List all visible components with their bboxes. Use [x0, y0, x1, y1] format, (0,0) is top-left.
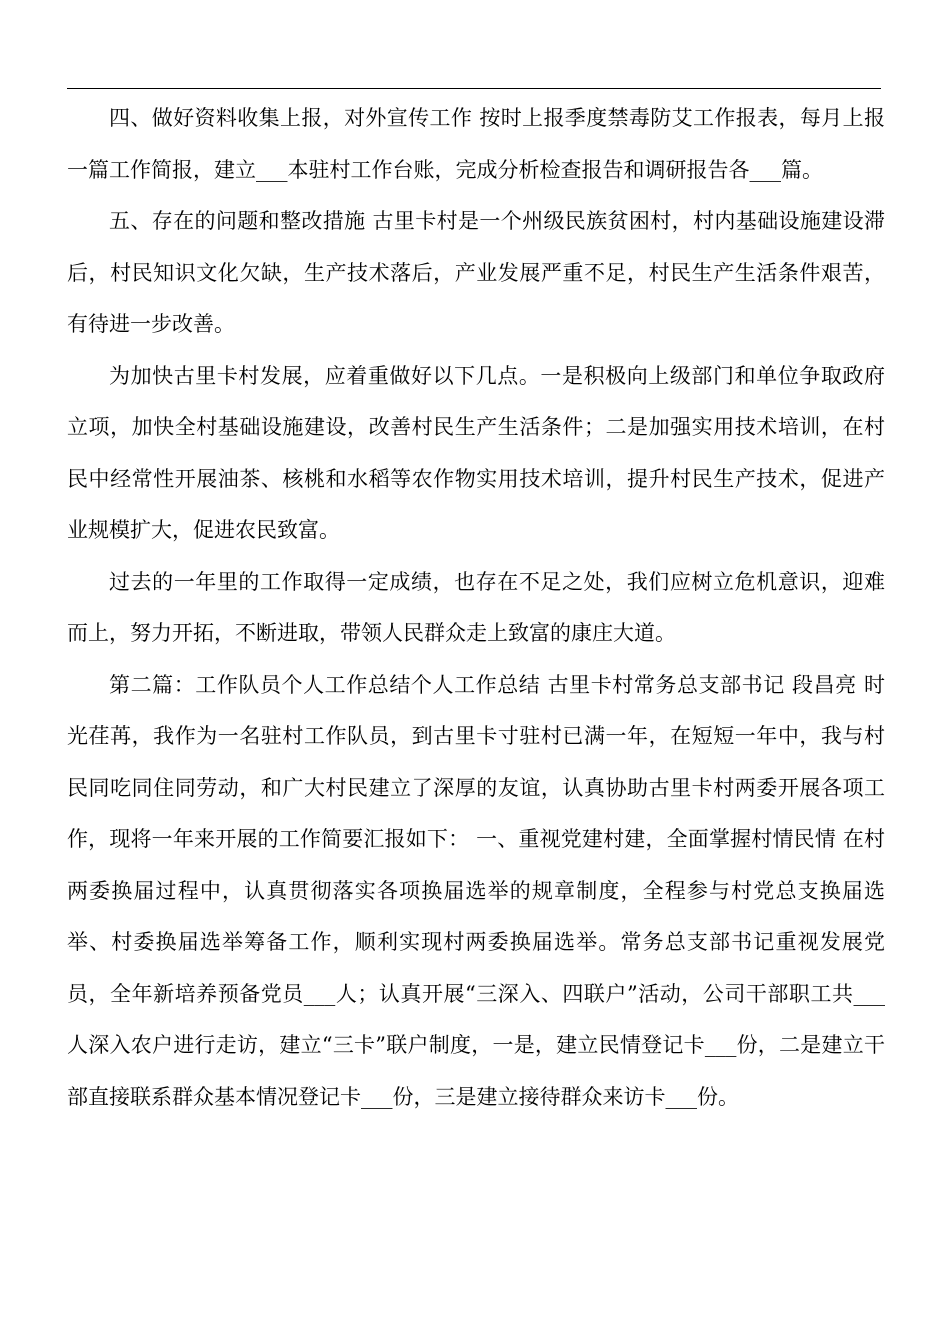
paragraph-section-five: 五、存在的问题和整改措施 古里卡村是一个州级民族贫困村，村内基础设施建设滞后，村民知识文化欠缺，生产技术落后，产业发展严重不足，村民生产生活条件艰苦，有待进一步改善。 [67, 209, 885, 336]
paragraph-section-four: 四、做好资料收集上报，对外宣传工作 按时上报季度禁毒防艾工作报表，每月上报一篇工作简报，建立___本驻村工作台账，完成分析检查报告和调研报告各___篇。 [67, 106, 885, 182]
paragraph-year-summary: 过去的一年里的工作取得一定成绩，也存在不足之处，我们应树立危机意识，迎难而上，努力开拓，不断进取，带领人民群众走上致富的康庄大道。 [67, 569, 885, 645]
document-body [67, 93, 885, 1123]
header-rule [67, 88, 881, 89]
paragraph-development-plan: 为加快古里卡村发展，应着重做好以下几点。一是积极向上级部门和单位争取政府立项，加快全村基础设施建设，改善村民生产生活条件；二是加强实用技术培训，在村民中经常性开展油茶、核桃和水稻等农作物实用技术培训，提升村民生产技术，促进产业规模扩大，促进农民致富。 [67, 363, 885, 542]
paragraph-second-article: 第二篇：工作队员个人工作总结个人工作总结 古里卡村常务总支部书记 段昌亮 时光荏苒，我作为一名驻村工作队员，到古里卡寸驻村已满一年，在短短一年中，我与村民同吃同住同劳动，和广大村民建立了深厚的友谊，认真协助古里卡村两委开展各项工作，现将一年来开展的工作简要汇报如下： 一、重视党建村建，全面掌握村情民情 在村两委换届过程中，认真贯彻落实各项换届选举的规章制度，全程参与村党总支换届选举、村委换届选举筹备工作，顺利实现村两委换届选举。常务总支部书记重视发展党员，全年新培养预备党员___人；认真开展“三深入、四联户”活动，公司干部职工共___人深入农户进行走访，建立“三卡”联户制度，一是，建立民情登记卡___份，二是建立干部直接联系群众基本情况登记卡___份，三是建立接待群众来访卡___份。 [67, 672, 885, 1109]
